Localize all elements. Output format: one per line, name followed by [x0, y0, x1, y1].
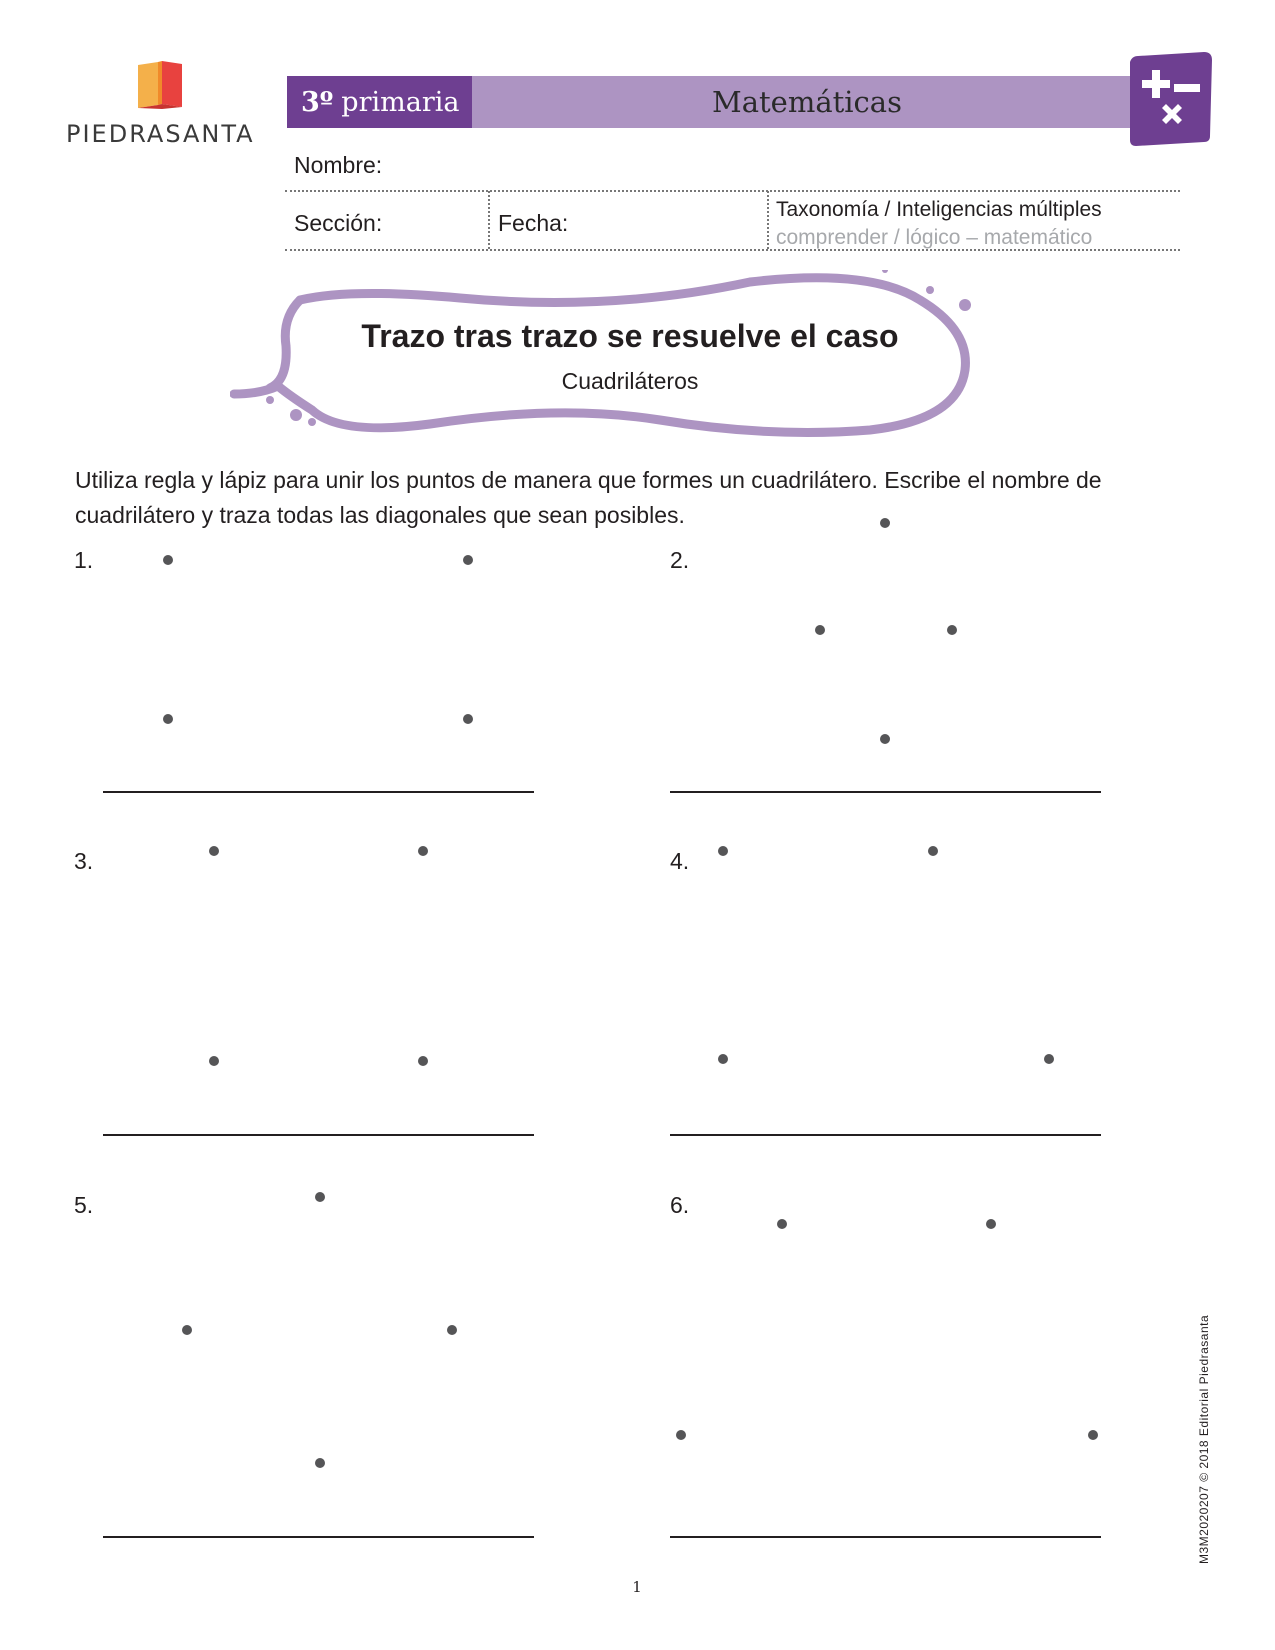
- exercise-4-answer-line[interactable]: [670, 1134, 1101, 1136]
- exercise-4-number: 4.: [670, 848, 690, 874]
- exercise-2-number: 2.: [670, 547, 690, 573]
- exercise-1-point-c: [163, 714, 173, 724]
- instructions-text: Utiliza regla y lápiz para unir los puntos de manera que formes un cuadrilátero. Escribe el nombre de cuadrilátero y traza todas las diagonales que sean posibles.: [75, 467, 1102, 528]
- exercise-1-point-b: [463, 555, 473, 565]
- exercise-5-point-d: [315, 1458, 325, 1468]
- section-label: Sección:: [294, 210, 383, 236]
- title-bubble: [230, 270, 990, 450]
- exercise-5-number: 5.: [74, 1192, 94, 1218]
- exercise-2-point-d: [880, 734, 890, 744]
- activity-title: Trazo tras trazo se resuelve el caso: [361, 318, 899, 354]
- publisher-logo: [66, 60, 266, 150]
- publisher-name: PIEDRASANTA: [66, 120, 255, 148]
- exercise-5-point-a: [315, 1192, 325, 1202]
- date-label: Fecha:: [498, 210, 569, 236]
- exercise-6-point-d: [1088, 1430, 1098, 1440]
- exercise-4-point-c: [718, 1054, 728, 1064]
- section-divider: [488, 191, 490, 249]
- activity-subtitle: Cuadriláteros: [561, 368, 699, 394]
- exercise-6-point-a: [777, 1219, 787, 1229]
- exercise-4-point-b: [928, 846, 938, 856]
- exercise-1-answer-line[interactable]: [103, 791, 534, 793]
- grade-number: 3º: [301, 86, 334, 118]
- grade-badge: [287, 76, 472, 128]
- exercise-3-point-a: [209, 846, 219, 856]
- exercise-4-point-a: [718, 846, 728, 856]
- grade-label: primaria: [341, 86, 460, 118]
- page-number: 1: [632, 1578, 642, 1596]
- exercise-6-point-c: [676, 1430, 686, 1440]
- exercise-6-answer-line[interactable]: [670, 1536, 1101, 1538]
- exercise-2-point-c: [947, 625, 957, 635]
- exercise-3-point-c: [209, 1056, 219, 1066]
- date-divider: [767, 191, 769, 249]
- subject-title: Matemáticas: [472, 76, 1142, 128]
- exercise-5-answer-line[interactable]: [103, 1536, 534, 1538]
- name-field-divider: [285, 190, 1180, 192]
- exercise-3-number: 3.: [74, 848, 94, 874]
- exercise-2-answer-line[interactable]: [670, 791, 1101, 793]
- name-label: Nombre:: [294, 152, 383, 178]
- info-bottom-divider: [285, 249, 1180, 251]
- exercise-5-point-c: [447, 1325, 457, 1335]
- book-logo-icon: [66, 60, 266, 120]
- exercise-3-point-b: [418, 846, 428, 856]
- exercise-1-number: 1.: [74, 547, 94, 573]
- exercise-3-point-d: [418, 1056, 428, 1066]
- exercise-6-number: 6.: [670, 1192, 690, 1218]
- math-operations-icon: [1124, 52, 1214, 150]
- taxonomy-value: comprender / lógico – matemático: [776, 226, 1093, 249]
- exercise-4-point-d: [1044, 1054, 1054, 1064]
- exercise-6-point-b: [986, 1219, 996, 1229]
- exercise-1-point-d: [463, 714, 473, 724]
- exercise-1-point-a: [163, 555, 173, 565]
- exercise-3-answer-line[interactable]: [103, 1134, 534, 1136]
- exercise-2-point-b: [815, 625, 825, 635]
- exercise-2-point-a: [880, 518, 890, 528]
- copyright-code: M3M2020207 © 2018 Editorial Piedrasanta: [1197, 1314, 1211, 1564]
- taxonomy-title: Taxonomía / Inteligencias múltiples: [776, 198, 1102, 221]
- exercise-5-point-b: [182, 1325, 192, 1335]
